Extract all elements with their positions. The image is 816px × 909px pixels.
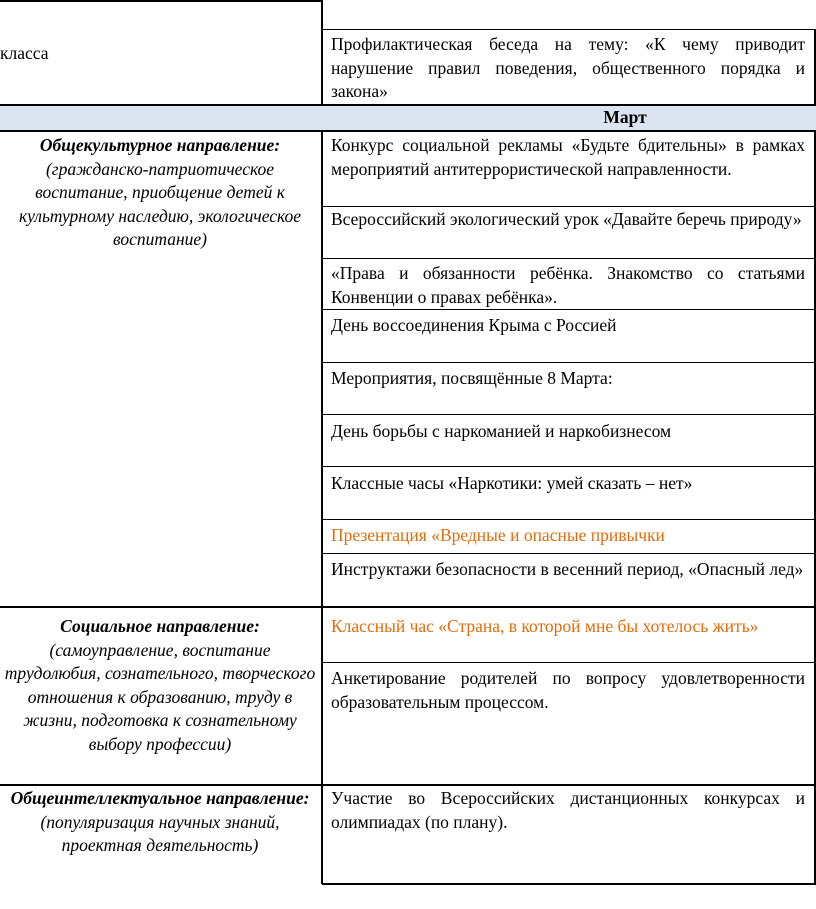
event-cell-highlighted: Классный час «Страна, в которой мне бы хотелось жить» <box>331 616 759 636</box>
row-separator <box>322 466 816 467</box>
direction-description: (самоуправление, воспитание трудолюбия, сознательного, творческого отношения к образованию, труду в жизни, подготовка к сознательному выбору профессии) <box>4 639 316 754</box>
direction-cell-social <box>4 615 316 756</box>
event-cell: День воссоединения Крыма с Россией <box>331 315 617 335</box>
event-cell: «Права и обязанности ребёнка. Знакомство со статьями Конвенции о правах ребёнка». <box>331 263 805 307</box>
event-cell: Инструктажи безопасности в весенний период, «Опасный лед» <box>331 559 804 579</box>
event-cell: Мероприятия, посвящённые 8 Марта: <box>331 368 613 388</box>
event-cell: Классные часы «Наркотики: умей сказать – нет» <box>331 473 693 493</box>
table-border-right <box>814 130 816 884</box>
top-event-text: Профилактическая беседа на тему: «К чему приводит нарушение правил поведения, общественного порядка и закона» <box>331 34 805 101</box>
event-cell-highlighted: Презентация «Вредные и опасные привычки <box>331 525 665 545</box>
row-separator <box>322 414 816 415</box>
direction-cell-general-cultural <box>4 134 316 252</box>
month-band <box>0 105 816 130</box>
table-col-divider <box>321 130 323 884</box>
direction-title: Общеинтеллектуальное направление: <box>10 788 310 808</box>
table-border-top-left <box>0 0 322 2</box>
direction-title: Социальное направление: <box>60 616 260 636</box>
table-border-section2 <box>0 606 816 608</box>
row-separator <box>322 206 816 207</box>
row-separator <box>322 309 816 310</box>
top-left-label: класса <box>0 43 49 63</box>
table-border-section3 <box>0 784 816 786</box>
event-cell: Анкетирование родителей по вопросу удовлетворенности образовательным процессом. <box>331 668 805 712</box>
direction-title: Общекультурное направление: <box>39 135 281 155</box>
row-separator <box>322 662 816 663</box>
row-separator <box>322 553 816 554</box>
table-border-bottom <box>322 883 816 885</box>
event-cell: Участие во Всероссийских дистанционных конкурсах и олимпиадах (по плану). <box>331 788 805 832</box>
table-border-top-right <box>322 29 816 30</box>
month-header: Март <box>603 107 647 127</box>
event-cell: Всероссийский экологический урок «Давайте беречь природу» <box>331 209 802 229</box>
table-border-right-top <box>814 29 816 105</box>
direction-description: (гражданско-патриотическое воспитание, приобщение детей к культурному наследию, экологическое воспитание) <box>18 158 302 249</box>
event-cell: День борьбы с наркоманией и наркобизнесом <box>331 421 672 441</box>
table-border-month-bottom <box>0 130 816 132</box>
direction-cell-intellectual <box>4 787 316 858</box>
row-separator <box>322 258 816 259</box>
event-cell: Конкурс социальной рекламы «Будьте бдительны» в рамках мероприятий антитеррористической направленности. <box>331 135 805 179</box>
row-separator <box>322 519 816 520</box>
direction-description: (популяризация научных знаний, проектная деятельность) <box>40 811 280 855</box>
table-col-divider-top <box>321 0 323 104</box>
row-separator <box>322 362 816 363</box>
table-border-month-top <box>0 104 816 106</box>
